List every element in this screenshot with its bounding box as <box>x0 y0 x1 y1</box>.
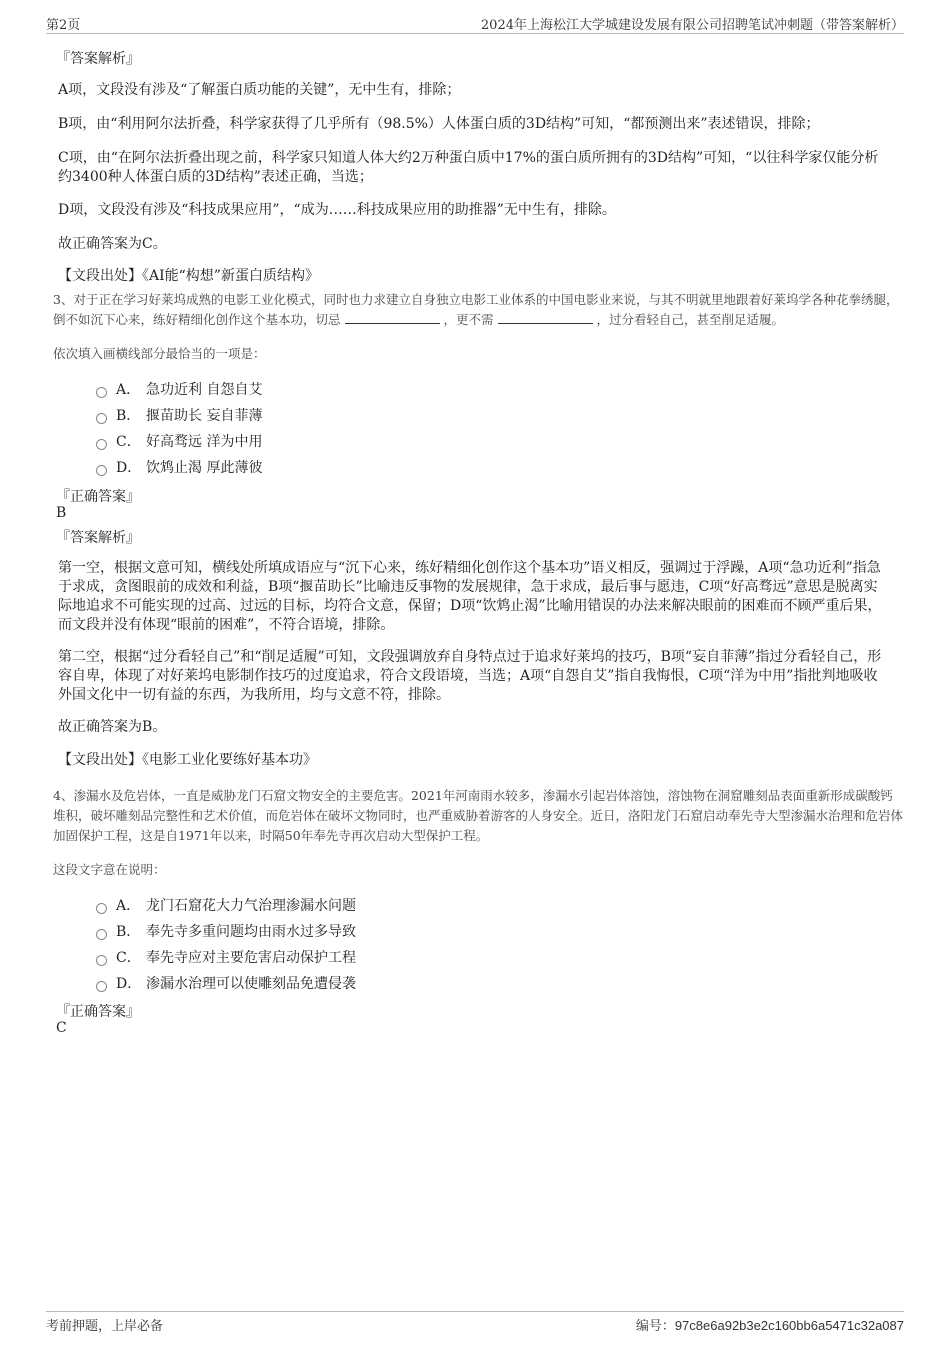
source-citation: 【文段出处】《电影工业化要练好基本功》 <box>58 752 317 768</box>
option-c[interactable] <box>96 431 262 451</box>
option-d[interactable] <box>96 973 356 993</box>
question-stem-text: ，过分看轻自己，甚至削足适履。 <box>596 312 785 327</box>
document-code-label: 编号： <box>635 1319 675 1334</box>
option-letter: A． <box>116 382 141 398</box>
analysis-paragraph: A项，文段没有涉及“了解蛋白质功能的关键”，无中生有，排除； <box>58 82 461 98</box>
footer-divider <box>46 1311 904 1312</box>
option-letter: D． <box>116 460 142 476</box>
question-stem-text: ，更不需 <box>443 312 494 327</box>
page-number: 第2页 <box>46 18 81 33</box>
correct-answer: C <box>56 1020 67 1036</box>
option-text: 急功近利 自怨自艾 <box>146 382 263 398</box>
fill-blank-2 <box>498 311 593 324</box>
option-letter: B． <box>116 408 141 424</box>
option-letter: C． <box>116 434 141 450</box>
option-b[interactable] <box>96 921 356 941</box>
source-citation: 【文段出处】《AI能“构想”新蛋白质结构》 <box>58 268 319 284</box>
option-text: 龙门石窟花大力气治理渗漏水问题 <box>146 898 356 914</box>
radio-icon[interactable] <box>96 465 107 476</box>
option-a[interactable] <box>96 895 356 915</box>
analysis-label: 『答案解析』 <box>56 51 140 67</box>
radio-icon[interactable] <box>96 903 107 914</box>
correct-answer-label: 『正确答案』 <box>56 489 140 505</box>
fill-blank-1 <box>345 311 440 324</box>
analysis-paragraph: B项，由“利用阿尔法折叠，科学家获得了几乎所有（98.5%）人体蛋白质的3D结构”可知，“都预测出来”表述错误，排除； <box>58 116 820 132</box>
analysis-paragraph: 第二空，根据“过分看轻自己”和“削足适履”可知，文段强调放弃自身特点过于追求好莱坞的技巧，B项“妄自菲薄”指过分看轻自己，形容自卑，体现了对好莱坞电影制作技巧的过度追求，符合文段语境，当选；A项“自怨自艾”指自我悔恨，C项“洋为中用”指批判地吸收外国文化中一切有益的东西，为我所用，均与文意不符，排除。 <box>58 649 882 703</box>
option-text: 饮鸩止渴 厚此薄彼 <box>146 460 263 476</box>
document-title: 2024年上海松江大学城建设发展有限公司招聘笔试冲刺题（带答案解析） <box>480 18 904 33</box>
option-text: 奉先寺应对主要危害启动保护工程 <box>146 950 356 966</box>
radio-icon[interactable] <box>96 955 107 966</box>
radio-icon[interactable] <box>96 387 107 398</box>
option-c[interactable] <box>96 947 356 967</box>
question-stem-text: 3、对于正在学习好莱坞成熟的电影工业化模式，同时也力求建立自身独立电影工业体系的中国电影业来说，与其不明就里地跟着好莱坞学各种花拳绣腿，倒不如沉下心来，练好精细化创作这个基本功，切忌 <box>53 292 899 327</box>
option-b[interactable] <box>96 405 262 425</box>
radio-icon[interactable] <box>96 929 107 940</box>
correct-answer: B <box>56 505 67 521</box>
analysis-paragraph: C项，由“在阿尔法折叠出现之前，科学家只知道人体大约2万种蛋白质中17%的蛋白质所拥有的3D结构”可知，“以往科学家仅能分析约3400种人体蛋白质的3D结构”表述正确，当选； <box>58 150 879 185</box>
option-text: 渗漏水治理可以使雕刻品免遭侵袭 <box>146 976 356 992</box>
question-prompt: 依次填入画横线部分最恰当的一项是： <box>53 346 266 361</box>
option-letter: A． <box>116 898 141 914</box>
option-d[interactable] <box>96 457 262 477</box>
option-text: 好高骛远 洋为中用 <box>146 434 263 450</box>
option-a[interactable] <box>96 379 262 399</box>
answer-conclusion: 故正确答案为C。 <box>58 236 167 252</box>
correct-answer-label: 『正确答案』 <box>56 1004 140 1020</box>
radio-icon[interactable] <box>96 981 107 992</box>
question-stem: 4、渗漏水及危岩体，一直是威胁龙门石窟文物安全的主要危害。2021年河南雨水较多，渗漏水引起岩体溶蚀，溶蚀物在洞窟雕刻品表面重新形成碳酸钙堆积，破坏雕刻品完整性和艺术价值，而危岩体在破坏文物同时，也严重威胁着游客的人身安全。近日，洛阳龙门石窟启动奉先寺大型渗漏水治理和危岩体加固保护工程，这是自1971年以来，时隔50年奉先寺再次启动大型保护工程。 <box>53 788 904 843</box>
analysis-paragraph: 第一空，根据文意可知，横线处所填成语应与“沉下心来，练好精细化创作这个基本功”语义相反，强调过于浮躁，A项“急功近利”指急于求成，贪图眼前的成效和利益，B项“揠苗助长”比喻违反事物的发展规律，急于求成，最后事与愿违，C项“好高骛远”意思是脱离实际地追求不可能实现的过高、过远的目标，均符合文意，保留；D项“饮鸩止渴”比喻用错误的办法来解决眼前的困难而不顾严重后果，而文段并没有体现“眼前的困难”，不符合语境，排除。 <box>58 560 882 633</box>
option-letter: D． <box>116 976 142 992</box>
analysis-label: 『答案解析』 <box>56 530 140 546</box>
option-text: 奉先寺多重问题均由雨水过多导致 <box>146 924 356 940</box>
analysis-paragraph: D项，文段没有涉及“科技成果应用”，“成为……科技成果应用的助推器”无中生有，排除。 <box>58 202 616 218</box>
document-code <box>636 1315 904 1334</box>
radio-icon[interactable] <box>96 439 107 450</box>
option-text: 揠苗助长 妄自菲薄 <box>146 408 263 424</box>
footer-slogan: 考前押题，上岸必备 <box>46 1319 164 1334</box>
option-letter: B． <box>116 924 141 940</box>
header-divider <box>46 33 904 34</box>
option-letter: C． <box>116 950 141 966</box>
question-stem <box>53 290 903 330</box>
answer-conclusion: 故正确答案为B。 <box>58 719 167 735</box>
radio-icon[interactable] <box>96 413 107 424</box>
document-code-value: 97c8e6a92b3e2c160bb6a5471c32a087 <box>674 1318 904 1333</box>
question-prompt: 这段文字意在说明： <box>53 862 166 877</box>
